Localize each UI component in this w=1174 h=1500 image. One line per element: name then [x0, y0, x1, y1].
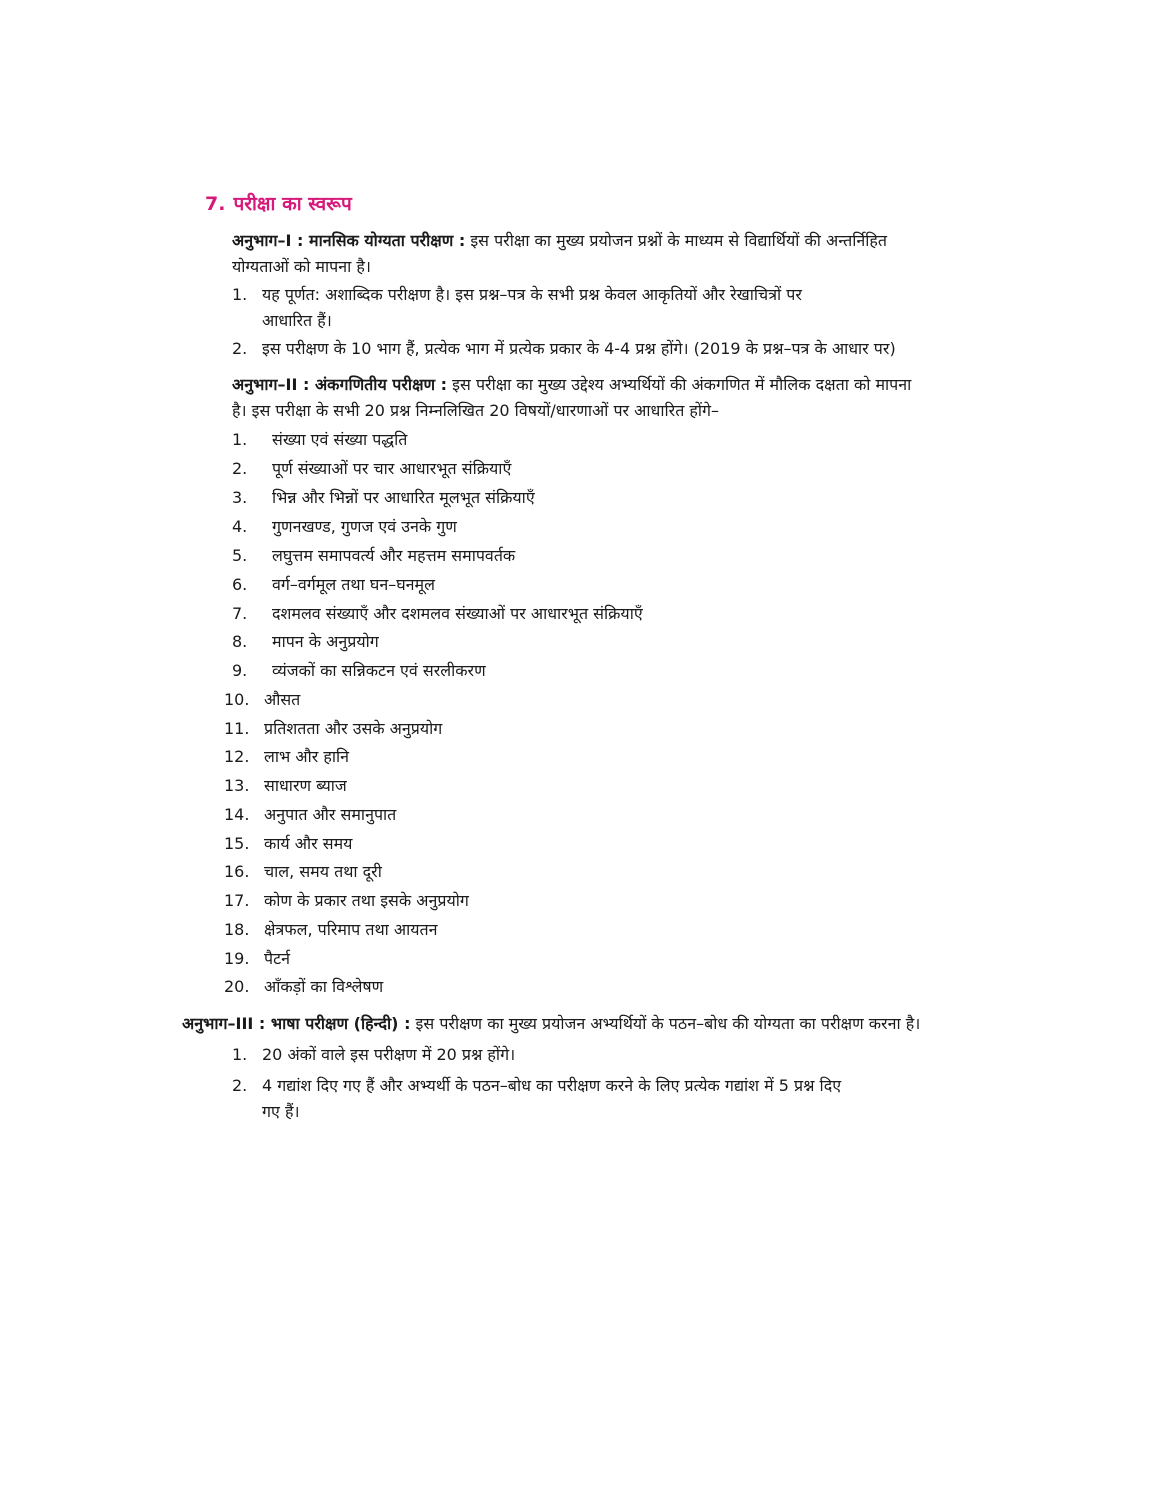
list-item — [224, 946, 290, 972]
list-item — [224, 917, 438, 943]
item-text: गुणनखण्ड, गुणज एवं उनके गुण — [272, 517, 457, 536]
list-item — [232, 456, 511, 482]
list-item — [224, 716, 442, 742]
section-number: 7. — [205, 193, 226, 215]
list-item — [224, 802, 396, 828]
list-item — [224, 974, 383, 1000]
item-number: 1. — [232, 1045, 248, 1064]
item-number: 7. — [232, 604, 248, 623]
item-text-line2: आधारित हैं। — [262, 311, 332, 330]
item-text: पैटर्न — [264, 949, 291, 968]
section-title: परीक्षा का स्वरूप — [233, 193, 352, 215]
part2-intro-line1: इस परीक्षा का मुख्य उद्देश्य अभ्यर्थियों की अंकगणित में मौलिक दक्षता को मापना — [447, 375, 912, 394]
list-item — [232, 572, 435, 598]
item-number: 13. — [224, 776, 250, 795]
item-number: 10. — [224, 690, 250, 709]
item-text: इस परीक्षण के 10 भाग हैं, प्रत्येक भाग में प्रत्येक प्रकार के 4-4 प्रश्न होंगे। (2019 के प्रश्न–पत्र के आधार पर) — [262, 339, 896, 358]
list-item — [232, 601, 643, 627]
item-number: 8. — [232, 632, 248, 651]
list-item — [232, 514, 457, 540]
item-number: 6. — [232, 575, 248, 594]
item-number: 20. — [224, 977, 250, 996]
item-number: 14. — [224, 805, 250, 824]
item-text: 20 अंकों वाले इस परीक्षण में 20 प्रश्न होंगे। — [262, 1045, 516, 1064]
item-text: क्षेत्रफल, परिमाप तथा आयतन — [264, 920, 438, 939]
item-text-line1: 4 गद्यांश दिए गए हैं और अभ्यर्थी के पठन–बोध का परीक्षण करने के लिए प्रत्येक गद्यांश में 5 प्रश्न दिए — [262, 1076, 842, 1095]
item-number: 2. — [232, 459, 248, 478]
list-item — [224, 831, 352, 857]
item-number: 17. — [224, 891, 250, 910]
item-text: आँकड़ों का विश्लेषण — [264, 977, 384, 996]
item-text: भिन्न और भिन्नों पर आधारित मूलभूत संक्रियाएँ — [272, 488, 535, 507]
item-text: चाल, समय तथा दूरी — [264, 862, 382, 881]
part3-label: अनुभाग–III : भाषा परीक्षण (हिन्दी) : — [182, 1014, 411, 1033]
item-text: व्यंजकों का सन्निकटन एवं सरलीकरण — [272, 661, 486, 680]
list-item — [232, 658, 486, 684]
item-number: 18. — [224, 920, 250, 939]
item-number: 16. — [224, 862, 250, 881]
item-text — [262, 1073, 841, 1125]
part1-intro-line2: योग्यताओं को मापना है। — [232, 257, 371, 276]
item-text: मापन के अनुप्रयोग — [272, 632, 379, 651]
item-number: 12. — [224, 747, 250, 766]
part2-intro-line2: है। इस परीक्षा के सभी 20 प्रश्न निम्नलिखित 20 विषयों/धारणाओं पर आधारित होंगे– — [232, 401, 720, 420]
item-text: दशमलव संख्याएँ और दशमलव संख्याओं पर आधारभूत संक्रियाएँ — [272, 604, 643, 623]
list-item — [224, 773, 347, 799]
item-text: कोण के प्रकार तथा इसके अनुप्रयोग — [264, 891, 469, 910]
item-text: कार्य और समय — [264, 834, 353, 853]
item-number: 3. — [232, 488, 248, 507]
part3-intro-line1: इस परीक्षण का मुख्य प्रयोजन अभ्यर्थियों के पठन–बोध की योग्यता का परीक्षण करना है। — [410, 1014, 921, 1033]
item-text: वर्ग–वर्गमूल तथा घन–घनमूल — [272, 575, 435, 594]
list-item — [224, 687, 300, 713]
section-heading — [205, 190, 352, 216]
part1-label: अनुभाग–I : मानसिक योग्यता परीक्षण : — [232, 231, 466, 250]
list-item — [224, 888, 469, 914]
item-number: 1. — [232, 285, 248, 304]
item-text-line1: यह पूर्णत: अशाब्दिक परीक्षण है। इस प्रश्न–पत्र के सभी प्रश्न केवल आकृतियों और रेखाचित्रों पर — [262, 285, 802, 304]
part1-intro — [232, 228, 992, 280]
item-text: संख्या एवं संख्या पद्धति — [272, 430, 408, 449]
item-text — [262, 282, 802, 334]
list-item — [224, 744, 349, 770]
part2-intro — [232, 372, 992, 424]
item-number: 5. — [232, 546, 248, 565]
list-item — [232, 427, 407, 453]
list-item — [232, 629, 379, 655]
item-number: 19. — [224, 949, 250, 968]
item-number: 9. — [232, 661, 248, 680]
item-text: औसत — [264, 690, 301, 709]
item-text-line2: गए हैं। — [262, 1102, 300, 1121]
part1-intro-line1: इस परीक्षा का मुख्य प्रयोजन प्रश्नों के माध्यम से विद्यार्थियों की अन्तर्निहित — [465, 231, 888, 250]
list-item — [232, 543, 515, 569]
item-number: 2. — [232, 1076, 248, 1095]
item-text: लघुत्तम समापवर्त्य और महत्तम समापवर्तक — [272, 546, 516, 565]
item-number: 4. — [232, 517, 248, 536]
list-item — [232, 1042, 515, 1068]
part3-intro — [182, 1011, 982, 1037]
list-item — [232, 485, 535, 511]
list-item — [232, 1073, 841, 1125]
item-text: लाभ और हानि — [264, 747, 349, 766]
list-item — [232, 336, 896, 362]
item-text: पूर्ण संख्याओं पर चार आधारभूत संक्रियाएँ — [272, 459, 512, 478]
list-item — [224, 859, 382, 885]
item-number: 11. — [224, 719, 250, 738]
part2-label: अनुभाग–II : अंकगणितीय परीक्षण : — [232, 375, 448, 394]
item-number: 2. — [232, 339, 248, 358]
item-number: 15. — [224, 834, 250, 853]
item-number: 1. — [232, 430, 248, 449]
list-item — [232, 282, 802, 334]
item-text: अनुपात और समानुपात — [264, 805, 397, 824]
item-text: साधारण ब्याज — [264, 776, 347, 795]
item-text: प्रतिशतता और उसके अनुप्रयोग — [264, 719, 443, 738]
